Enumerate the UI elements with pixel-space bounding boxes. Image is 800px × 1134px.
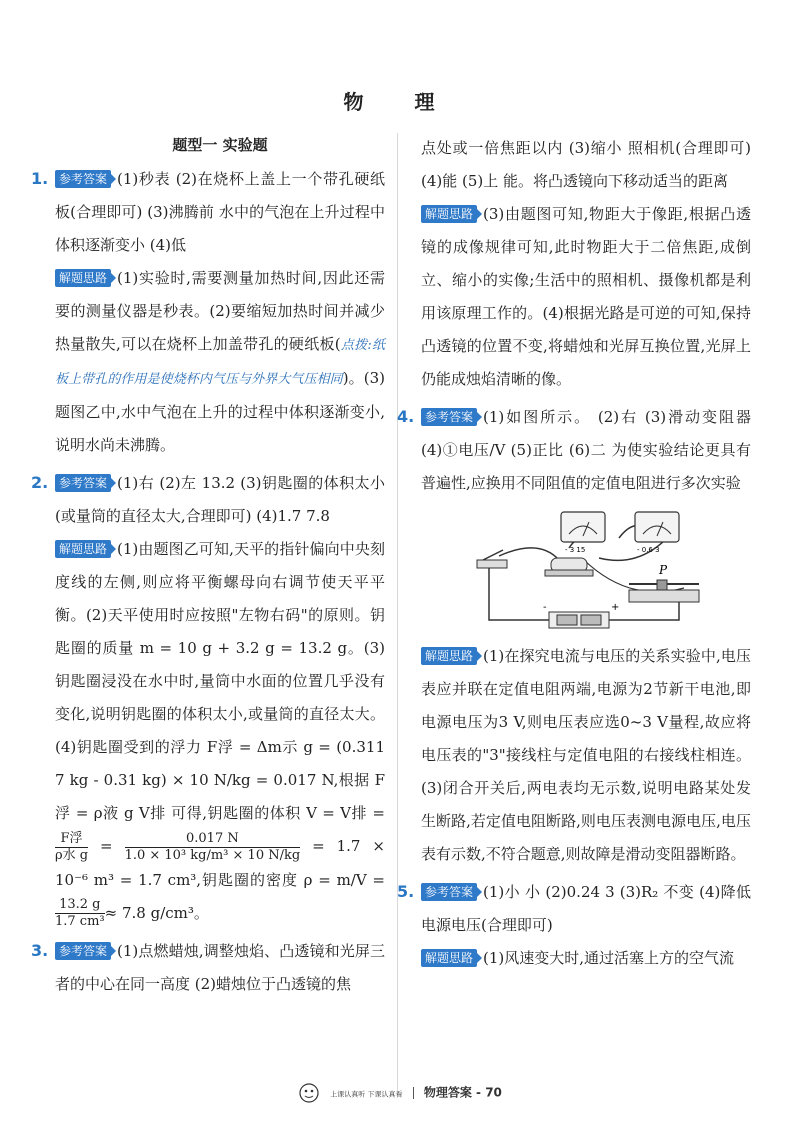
analysis-tag: 解题思路 [421,949,477,967]
analysis-text-cont: = 1.7 × 10⁻⁶ m³ = 1.7 cm³,钥匙圈的密度 ρ = m/V = [55,837,385,889]
footer-separator [413,1087,414,1099]
answer-text: (1)如图所示。 (2)右 (3)滑动变阻器 (4)①电压/V (5)正比 (6)二 为使实验结论更具有普遍性,应换用不同阻值的定值电阻进行多次实验 [421,408,751,492]
fraction-numerator: 13.2 g [55,897,105,914]
fraction-denominator: 1.0 × 10³ kg/m³ × 10 N/kg [124,847,301,863]
page-title: 物 理 [343,90,457,114]
question-2 [31,466,385,930]
answer-tag: 参考答案 [55,474,111,492]
question-5 [397,875,751,975]
analysis-text-cont: )。(3)题图乙中,水中气泡在上升的过程中体积逐渐变小,说明水尚未沸腾。 [55,369,385,454]
analysis-tag: 解题思路 [421,647,477,665]
answer-tag: 参考答案 [55,170,111,188]
equals-sign: = [100,837,113,855]
footer-logo-text: 上课认真听 下课认真看 [330,1090,403,1099]
analysis-tag: 解题思路 [421,205,477,223]
analysis-tag: 解题思路 [55,540,111,558]
answer-tag: 参考答案 [55,942,111,960]
section-title: 题型一 实验题 [172,136,268,154]
fraction-buoyancy [55,831,88,864]
page-footer [0,1082,800,1104]
question-number: 1. [31,169,49,188]
fixed-resistor [545,558,593,576]
meter-label: - 0.6 3 [637,546,660,554]
fraction-denominator: 1.7 cm³ [55,914,105,929]
answer-text-cont: 点处或一倍焦距以内 (3)缩小 照相机(合理即可) (4)能 (5)上 能。将凸透镜向下移动适当的距离 [421,139,751,190]
answer-text: (1)小 小 (2)0.24 3 (3)R₂ 不变 (4)降低电源电压(合理即可) [421,883,751,934]
mascot-logo-icon [298,1082,320,1104]
tip-note: 点拨:纸板上带孔的作用是使烧杯内气压与外界大气压相同 [55,338,385,387]
question-3-continued [421,132,751,396]
question-4 [397,400,751,871]
rheostat [629,563,699,602]
fraction-density [55,897,105,930]
ammeter [635,512,679,554]
question-1 [31,162,385,462]
analysis-text: (1)风速变大时,通过活塞上方的空气流 [483,949,735,967]
answer-text: (1)点燃蜡烛,调整烛焰、凸透镜和光屏三者的中心在同一高度 (2)蜡烛位于凸透镜的焦 [55,942,385,993]
question-number: 5. [397,882,415,901]
answer-text: (1)右 (2)左 13.2 (3)钥匙圈的体积太小(或量筒的直径太大,合理即可) (4)1.7 7.8 [55,474,385,525]
footer-page-label: 物理答案 - 70 [423,1085,502,1100]
analysis-text: (3)由题图可知,物距大于像距,根据凸透镜的成像规律可知,此时物距大于二倍焦距,成倒立、缩小的实像;生活中的照相机、摄像机都是利用该原理工作的。(4)根据光路是可逆的可知,保持凸透镜的位置不变,将蜡烛和光屏互换位置,光屏上仍能成烛焰清晰的像。 [421,205,751,388]
circuit-diagram [469,508,719,636]
analysis-text-end: ≈ 7.8 g/cm³。 [104,903,209,922]
analysis-tag: 解题思路 [55,269,111,287]
fraction-numerator: F浮 [55,831,88,848]
question-3 [31,934,385,1001]
voltmeter [561,512,605,554]
svg-text:+: + [611,602,620,613]
battery [543,602,619,628]
answer-tag: 参考答案 [421,883,477,901]
analysis-text: (1)实验时,需要测量加热时间,因此还需要的测量仪器是秒表。(2)要缩短加热时间并减少热量散失,可以在烧杯上加盖带孔的硬纸板( [55,269,385,353]
column-divider [397,133,398,1093]
question-number: 3. [31,941,49,960]
analysis-text: (1)由题图乙可知,天平的指针偏向中央刻度线的左侧,则应将平衡螺母向右调节使天平平衡。(2)天平使用时应按照"左物右码"的原则。钥匙圈的质量 m = 10 g + 3.2 g = 13.2 g。(3)钥匙圈浸没在水中时,量筒中水面的位置几乎没有变化,说明钥匙圈的体积太小,或量筒的直径太大。(4)钥匙圈受到的浮力 F浮 = Δm示 g = (0.311 7 kg - 0.31 kg) × 10 N/kg = 0.017 N,根据 F浮 = ρ液 g V排 可得,钥匙圈的体积 V = V排 = [55,540,385,822]
slider-label: P [659,563,668,577]
right-column [397,132,751,979]
fraction-volume [125,831,301,864]
question-number: 4. [397,407,415,426]
meter-label: - 3 15 [565,546,586,554]
left-column [31,132,385,1005]
fraction-denominator: ρ水 g [55,847,89,863]
fraction-numerator: 0.017 N [125,831,301,848]
analysis-text: (1)在探究电流与电压的关系实验中,电压表应并联在定值电阻两端,电源为2节新干电池,即电源电压为3 V,则电压表应选0~3 V量程,故应将电压表的"3"接线柱与定值电阻的右接线柱相连。(3)闭合开关后,两电表均无示数,说明电路某处发生断路,若定值电阻断路,则电压表测电源电压,电压表有示数,不符合题意,则故障是滑动变阻器断路。 [421,647,751,863]
svg-text:-: - [543,602,547,613]
answer-text: (1)秒表 (2)在烧杯上盖上一个带孔硬纸板(合理即可) (3)沸腾前 水中的气泡在上升过程中体积逐渐变小 (4)低 [55,170,385,254]
question-number: 2. [31,473,49,492]
answer-tag: 参考答案 [421,408,477,426]
switch [477,550,507,568]
